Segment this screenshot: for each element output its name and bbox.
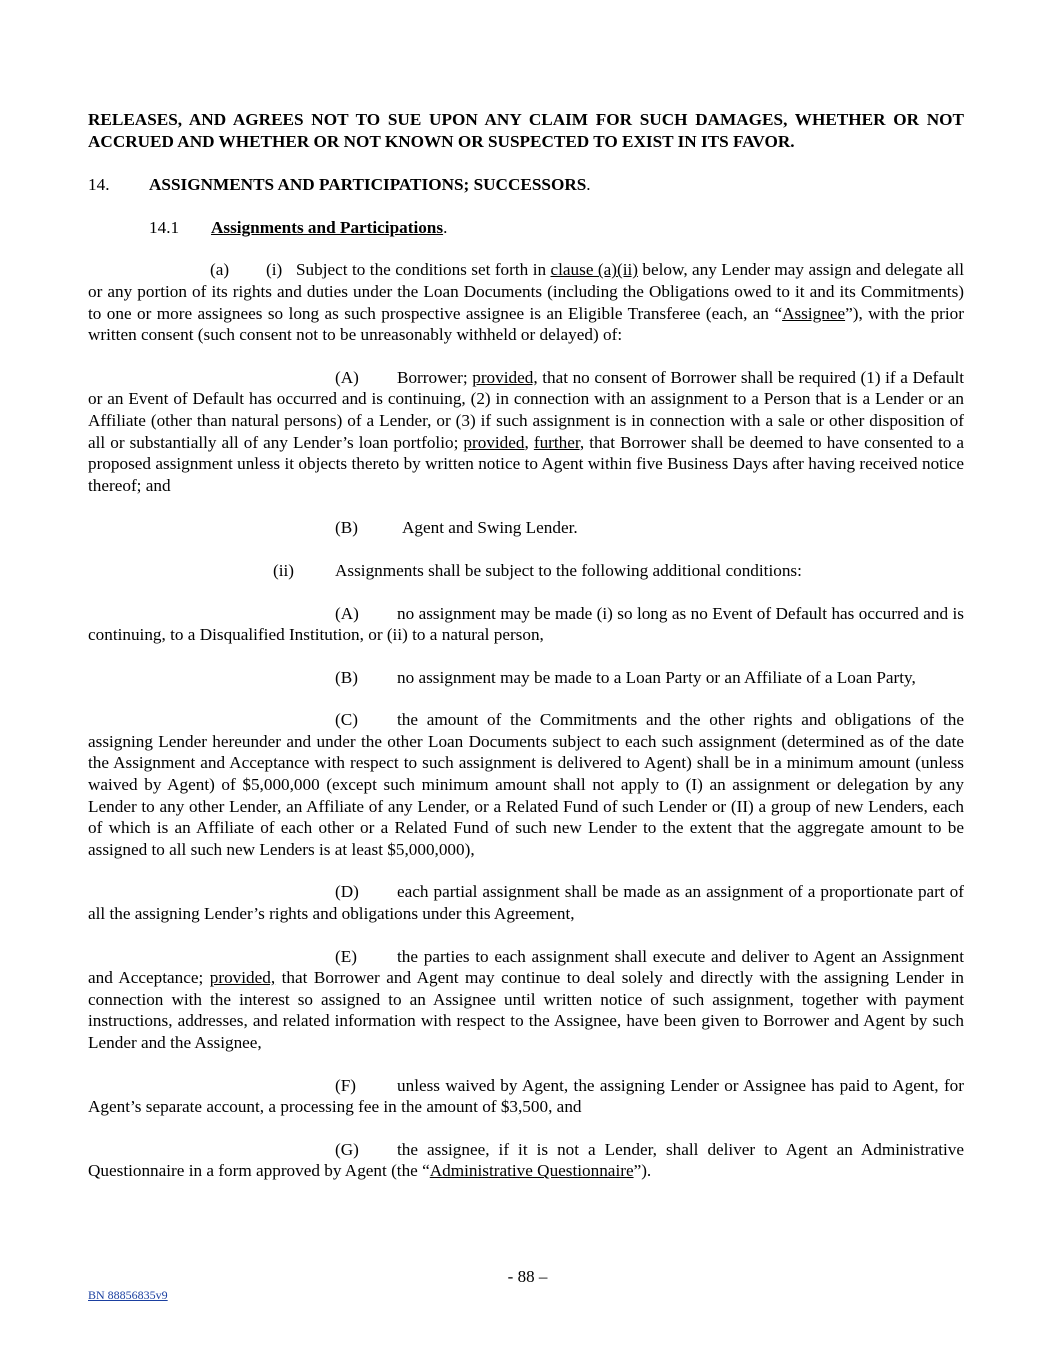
label-G: (G) — [335, 1139, 359, 1159]
label-C: (C) — [335, 710, 358, 730]
label-F: (F) — [335, 1075, 357, 1095]
label-B: (B) — [335, 518, 358, 538]
condition-c: (C) the amount of the Commitments and the other rights and obligations of the assigning Lender hereunder and under the other Loan Documents subject to each such assignment (determined as of the date the Assignment and Acceptance with respect to such assignment is delivered to Agent) shall be in a minimum amount (unless waived by Agent) of $5,000,000 (except such minimum amount shall not apply to (I) an assignment or delegation by any Lender to any other Lender, an Affiliate of any Lender, or a Related Fund of such Lender or (II) a group of new Lenders, each of which is an Affiliate of each other or a Related Fund of such new Lender to the extent that the aggregate amount to be assigned to all such new Lenders is at least $5,000,000), — [88, 710, 964, 859]
document-id: BN 88856835v9 — [88, 1288, 168, 1302]
defined-term-administrative-questionnaire: Administrative Questionnaire — [429, 1161, 634, 1181]
label-E: (E) — [335, 946, 357, 966]
item-b-agent: (B) Agent and Swing Lender. — [335, 518, 578, 538]
item-a-borrower: (A) Borrower; provided, that no consent of Borrower shall be required (1) if a Default or an Event of Default has occurred and is continuing, (2) in connection with an assignment to a Person that is a Lender or an Affiliate (other than natural persons) of a Lender, or (3) if such assignment is in connection with a sale or other disposition of all or substantially all of any Lender’s loan portfolio; provided, further, that Borrower shall be deemed to have consented to a proposed assignment unless it objects thereto by written notice to Agent within five Business Days after having received notice thereof; and — [88, 367, 965, 495]
section-number: 14. — [88, 175, 110, 195]
document-page — [88, 109, 964, 1182]
section-14-heading: 14. ASSIGNMENTS AND PARTICIPATIONS; SUCCESSORS. — [88, 175, 591, 195]
defined-term-assignee: Assignee — [782, 303, 846, 323]
label-A: (A) — [335, 603, 359, 623]
label-a: (a) — [210, 260, 230, 280]
condition-d: (D) each partial assignment shall be made as an assignment of a proportionate part of all the assigning Lender’s rights and obligations under this Agreement, — [88, 882, 964, 924]
clause-reference: clause (a)(ii) — [550, 260, 638, 280]
page-number: - 88 – — [507, 1267, 548, 1286]
item-ii-conditions: (ii) Assignments shall be subject to the following additional conditions: — [273, 560, 802, 580]
subsection-14-1-heading: 14.1 Assignments and Participations. — [149, 217, 448, 237]
condition-g: (G) the assignee, if it is not a Lender, shall deliver to Agent an Administrative Questionnaire in a form approved by Agent (the “Administrative Questionnaire”). — [88, 1139, 964, 1181]
label-A: (A) — [335, 367, 359, 387]
section-title: ASSIGNMENTS AND PARTICIPATIONS; SUCCESSORS — [149, 175, 587, 195]
paragraph-a-i: (a) (i) Subject to the conditions set forth in clause (a)(ii) below, any Lender may assign and delegate all or any portion of its rights and duties under the Loan Documents (including the Obligations owed to it and its Commitments) to one or more assignees so long as such prospective assignee is an Eligible Transferee (each, an “Assignee”), with the prior written consent (such consent not to be unreasonably withheld or delayed) of: — [88, 260, 964, 345]
subsection-number: 14.1 — [149, 217, 180, 237]
caps-release-paragraph: RELEASES, AND AGREES NOT TO SUE UPON ANY CLAIM FOR SUCH DAMAGES, WHETHER OR NOT ACCRUED AND WHETHER OR NOT KNOWN OR SUSPECTED TO EXIST IN ITS FAVOR. — [88, 110, 964, 151]
condition-a: (A) no assignment may be made (i) so long as no Event of Default has occurred and is continuing, to a Disqualified Institution, or (ii) to a natural person, — [88, 603, 964, 645]
label-i: (i) — [266, 260, 283, 280]
subsection-title: Assignments and Participations — [211, 217, 444, 237]
label-ii: (ii) — [273, 560, 294, 580]
label-B: (B) — [335, 667, 358, 687]
condition-e: (E) the parties to each assignment shall execute and deliver to Agent an Assignment and Acceptance; provided, that Borrower and Agent may continue to deal solely and directly with the assigning Lender in connection with the interest so assigned to an Assignee until written notice of such assignment, together with payment instructions, addresses, and related information with respect to the Assignee, have been given to Borrower and Agent by such Lender and the Assignee, — [88, 946, 964, 1052]
condition-f: (F) unless waived by Agent, the assigning Lender or Assignee has paid to Agent, for Agent’s separate account, a processing fee in the amount of $3,500, and — [88, 1075, 964, 1117]
label-D: (D) — [335, 882, 359, 902]
condition-b: (B) no assignment may be made to a Loan Party or an Affiliate of a Loan Party, — [335, 667, 916, 687]
